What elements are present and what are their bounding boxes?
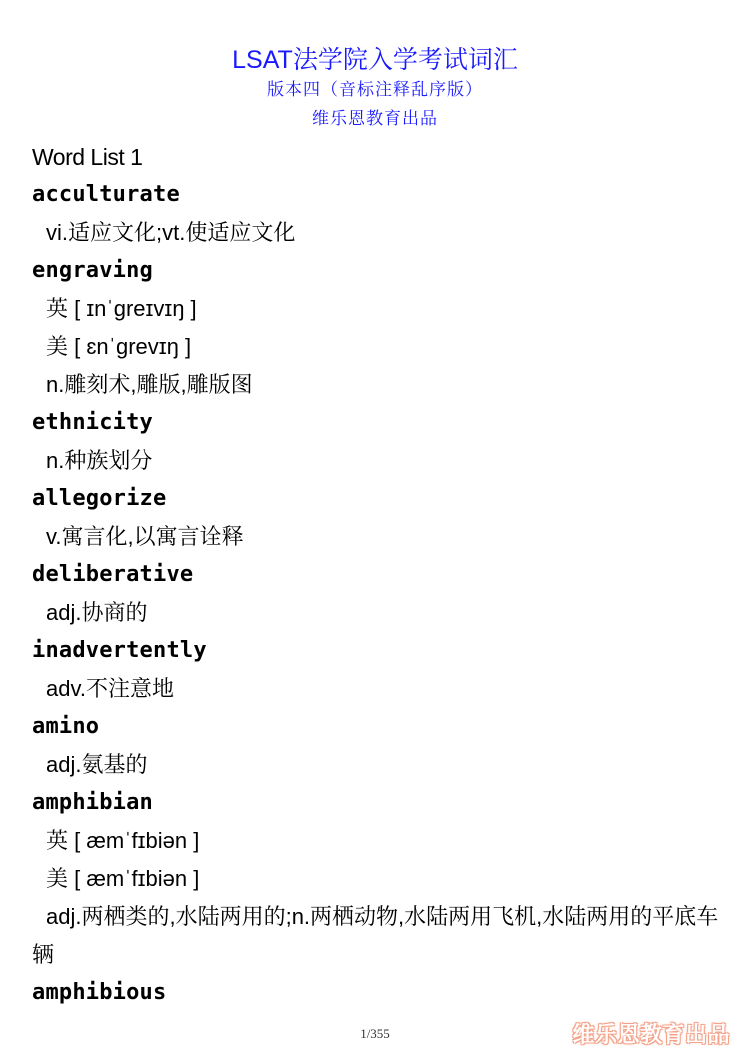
entry-word: engraving	[32, 258, 154, 283]
word-entry	[32, 784, 722, 974]
word-entry	[32, 404, 722, 480]
word-list-title: Word List 1	[32, 144, 143, 170]
document-publisher: 维乐恩教育出品	[312, 109, 438, 129]
word-entry	[32, 556, 722, 632]
word-entry	[32, 252, 722, 404]
document-subtitle: 版本四（音标注释乱序版）	[267, 80, 483, 100]
entry-definition: vi.适应文化;vt.使适应文化	[46, 220, 296, 245]
entry-pronunciation-us: 美 [ æmˈfɪbiən ]	[46, 866, 200, 891]
entry-word: amphibian	[32, 790, 154, 815]
entry-word: deliberative	[32, 562, 194, 587]
word-entry	[32, 974, 722, 1012]
document-header	[0, 44, 750, 134]
word-list	[32, 138, 722, 1012]
entry-definition: v.寓言化,以寓言诠释	[46, 524, 244, 549]
publisher-watermark: 维乐恩教育出品	[572, 1023, 730, 1048]
entry-definition: adj.两栖类的,水陆两用的;n.两栖动物,水陆两用飞机,水陆两用的平底车辆	[32, 904, 719, 967]
entry-word: inadvertently	[32, 638, 207, 663]
entry-pronunciation-uk: 英 [ æmˈfɪbiən ]	[46, 828, 200, 853]
word-entry	[32, 632, 722, 708]
entry-pronunciation-uk: 英 [ ɪnˈgreɪvɪŋ ]	[46, 296, 197, 321]
page-number: 1/355	[360, 1026, 390, 1041]
entry-word: ethnicity	[32, 410, 154, 435]
word-entry	[32, 480, 722, 556]
entry-word: allegorize	[32, 486, 167, 511]
entry-word: amphibious	[32, 980, 167, 1005]
entry-definition: adv.不注意地	[46, 676, 174, 701]
word-entry	[32, 708, 722, 784]
entry-definition: n.种族划分	[46, 448, 153, 473]
word-entry	[32, 176, 722, 252]
document-title: LSAT法学院入学考试词汇	[232, 46, 518, 74]
entry-word: amino	[32, 714, 100, 739]
entry-word: acculturate	[32, 182, 180, 207]
entry-pronunciation-us: 美 [ ɛnˈgrevɪŋ ]	[46, 334, 192, 359]
entry-definition: n.雕刻术,雕版,雕版图	[46, 372, 253, 397]
entry-definition: adj.协商的	[46, 600, 148, 625]
entry-definition: adj.氨基的	[46, 752, 148, 777]
